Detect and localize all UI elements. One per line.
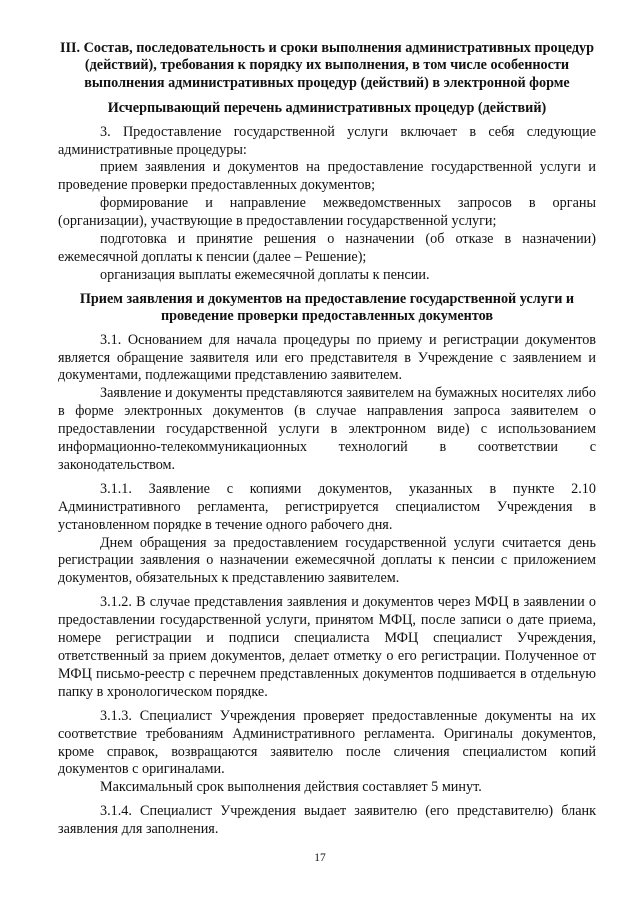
section-body bbox=[58, 332, 596, 839]
paragraph: 3.1.2. В случае представления заявления и документов через МФЦ в заявлении о предоставлении государственной услуги, принятом МФЦ, после записи о дате приема, номере регистрации и подписи специалиста МФЦ специалист Учреждения, ответственный за прием документов, делает отметку о его регистрации. Полученное от МФЦ письмо-реестр с перечнем представленных документов подшивается в отдельную папку в хронологическом порядке. bbox=[58, 594, 596, 700]
paragraph: Заявление и документы представляются заявителем на бумажных носителях либо в форме электронных документов (в случае направления запроса заявителем о предоставлении государственной услуги в электронном виде) с использованием информационно-телекоммуникационных технологий в соответствии с законодательством. bbox=[58, 385, 596, 473]
paragraph: 3. Предоставление государственной услуги включает в себя следующие административные процедуры: bbox=[58, 123, 596, 158]
paragraph: Днем обращения за предоставлением государственной услуги считается день регистрации заявления о назначении ежемесячной доплаты к пенсии с приложением документов, обязательных к представлению заявителем. bbox=[58, 534, 596, 587]
list-item: организация выплаты ежемесячной доплаты к пенсии. bbox=[100, 266, 430, 283]
list-item: прием заявления и документов на предоставление государственной услуги и проведение проверки предоставленных документов; bbox=[58, 159, 596, 194]
paragraph: 3.1. Основанием для начала процедуры по приему и регистрации документов является обращение заявителя или его представителя в Учреждение с заявлением и документами, подлежащими представлению заявителем. bbox=[58, 331, 596, 384]
section-heading: Прием заявления и документов на предоставление государственной услуги и проведение проверки предоставленных документов bbox=[79, 290, 575, 325]
paragraph: 3.1.1. Заявление с копиями документов, указанных в пункте 2.10 Административного регламента, регистрируется специалистом Учреждения в установленном порядке в течение одного рабочего дня. bbox=[58, 480, 596, 533]
procedures-list bbox=[58, 124, 596, 285]
page-number: 17 bbox=[314, 852, 326, 864]
paragraph: 3.1.3. Специалист Учреждения проверяет предоставленные документы на их соответствие требованиям Административного регламента. Оригиналы документов, кроме справок, возвращаются заявителю после сличения специалистом копий документов с оригиналами. bbox=[58, 707, 596, 778]
document-page bbox=[58, 40, 596, 839]
paragraph: 3.1.4. Специалист Учреждения выдает заявителю (его представителю) бланк заявления для заполнения. bbox=[58, 803, 596, 838]
list-item: формирование и направление межведомственных запросов в органы (организации), участвующие в предоставлении государственной услуги; bbox=[58, 195, 596, 230]
list-heading: Исчерпывающий перечень административных процедур (действий) bbox=[107, 100, 547, 117]
paragraph: Максимальный срок выполнения действия составляет 5 минут. bbox=[100, 779, 482, 796]
list-item: подготовка и принятие решения о назначении (об отказе в назначении) ежемесячной доплаты к пенсии (далее – Решение); bbox=[58, 231, 596, 265]
chapter-heading: III. Состав, последовательность и сроки выполнения административных процедур (действий), требования к порядку их выполнения, в том числе особенности выполнения административных процедур (действий) в электронной форме bbox=[59, 40, 595, 91]
